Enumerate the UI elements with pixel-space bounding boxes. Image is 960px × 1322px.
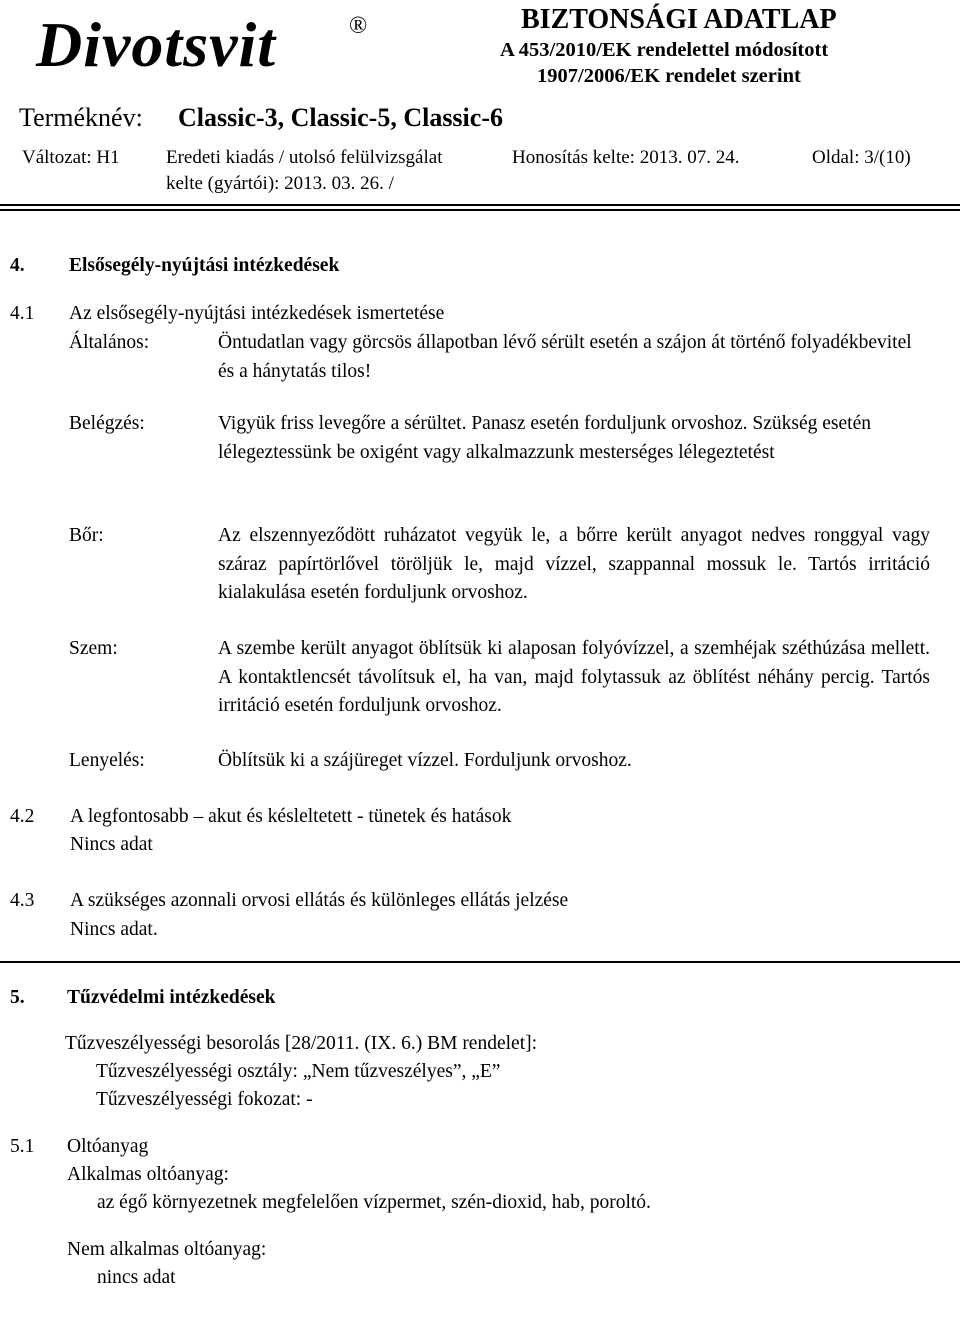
skin-text: Az elszennyeződött ruházatot vegyük le, a bőrre került anyagot nedves ronggyal vagy száraz papírtörlővel töröljük le, majd vízzel, szappannal mossuk le. Tartós irritáció kialakulása esetén forduljunk orvoshoz. bbox=[218, 525, 930, 603]
unsuitable-media-text: nincs adat bbox=[97, 1267, 176, 1288]
ingestion-text: Öblítsük ki a szájüreget vízzel. Forduljunk orvoshoz. bbox=[218, 750, 632, 771]
header-divider-double bbox=[0, 209, 960, 211]
section-4-2-number: 4.2 bbox=[10, 806, 35, 827]
regulation-line-2: 1907/2006/EK rendelet szerint bbox=[537, 65, 801, 87]
eye-text: A szembe került anyagot öblítsük ki alaposan folyóvízzel, a szemhéjak széthúzása mellett. A kontaktlencsét távolítsuk el, ha van, majd folytassuk az öblítést néhány percig. Tartós irritáció esetén forduljunk orvoshoz. bbox=[218, 638, 930, 716]
fire-classification-title: Tűzveszélyességi besorolás [28/2011. (IX. 6.) BM rendelet]: bbox=[65, 1033, 538, 1054]
version: Változat: H1 bbox=[22, 147, 120, 168]
section-5-number: 5. bbox=[10, 987, 25, 1008]
document-title: BIZTONSÁGI ADATLAP bbox=[521, 4, 837, 35]
unsuitable-media-label: Nem alkalmas oltóanyag: bbox=[67, 1239, 267, 1260]
issue-date-line-2: kelte (gyártói): 2013. 03. 26. / bbox=[166, 173, 394, 194]
section-5-1-number: 5.1 bbox=[10, 1136, 35, 1157]
product-name: Classic-3, Classic-5, Classic-6 bbox=[178, 103, 503, 132]
company-logo: Divotsvit bbox=[36, 9, 277, 80]
registered-mark: ® bbox=[349, 13, 368, 39]
eye-label: Szem: bbox=[69, 638, 118, 659]
fire-class: Tűzveszélyességi osztály: „Nem tűzveszélyes”, „E” bbox=[96, 1061, 501, 1082]
section-4-number: 4. bbox=[10, 255, 25, 276]
product-label: Terméknév: bbox=[19, 103, 143, 132]
regulation-line-1: A 453/2010/EK rendelettel módosított bbox=[500, 39, 829, 61]
ingestion-label: Lenyelés: bbox=[69, 750, 145, 771]
section-4-3-title: A szükséges azonnali orvosi ellátás és különleges ellátás jelzése bbox=[70, 890, 569, 911]
section-4-3-text: Nincs adat. bbox=[70, 919, 158, 940]
inhalation-text: Vigyük friss levegőre a sérültet. Panasz esetén forduljunk orvoshoz. Szükség esetén lélegeztessünk be oxigént vagy alkalmazzunk mesterséges lélegeztetést bbox=[218, 413, 871, 463]
issue-date-line-1: Eredeti kiadás / utolsó felülvizsgálat bbox=[166, 147, 443, 168]
page-number: Oldal: 3/(10) bbox=[812, 147, 911, 168]
section-4-2-text: Nincs adat bbox=[70, 834, 153, 855]
general-label: Általános: bbox=[69, 332, 150, 353]
section-4-2-title: A legfontosabb – akut és késleltetett - tünetek és hatások bbox=[70, 806, 512, 827]
section-4-1-number: 4.1 bbox=[10, 303, 35, 324]
suitable-media-label: Alkalmas oltóanyag: bbox=[67, 1164, 229, 1185]
section-divider bbox=[0, 961, 960, 963]
homologation-date: Honosítás kelte: 2013. 07. 24. bbox=[512, 147, 740, 168]
skin-label: Bőr: bbox=[69, 525, 104, 546]
suitable-media-text: az égő környezetnek megfelelően vízpermet, szén-dioxid, hab, poroltó. bbox=[97, 1192, 651, 1213]
fire-grade: Tűzveszélyességi fokozat: - bbox=[96, 1089, 313, 1110]
section-5-heading: Tűzvédelmi intézkedések bbox=[67, 987, 276, 1008]
section-4-heading: Elsősegély-nyújtási intézkedések bbox=[69, 255, 340, 276]
section-5-1-title: Oltóanyag bbox=[67, 1136, 149, 1157]
header-divider bbox=[0, 204, 960, 206]
inhalation-label: Belégzés: bbox=[69, 413, 145, 434]
section-4-1-title: Az elsősegély-nyújtási intézkedések ismertetése bbox=[69, 303, 445, 324]
section-4-3-number: 4.3 bbox=[10, 890, 35, 911]
general-text: Öntudatlan vagy görcsös állapotban lévő sérült esetén a szájon át történő folyadékbevitel és a hánytatás tilos! bbox=[218, 332, 912, 382]
